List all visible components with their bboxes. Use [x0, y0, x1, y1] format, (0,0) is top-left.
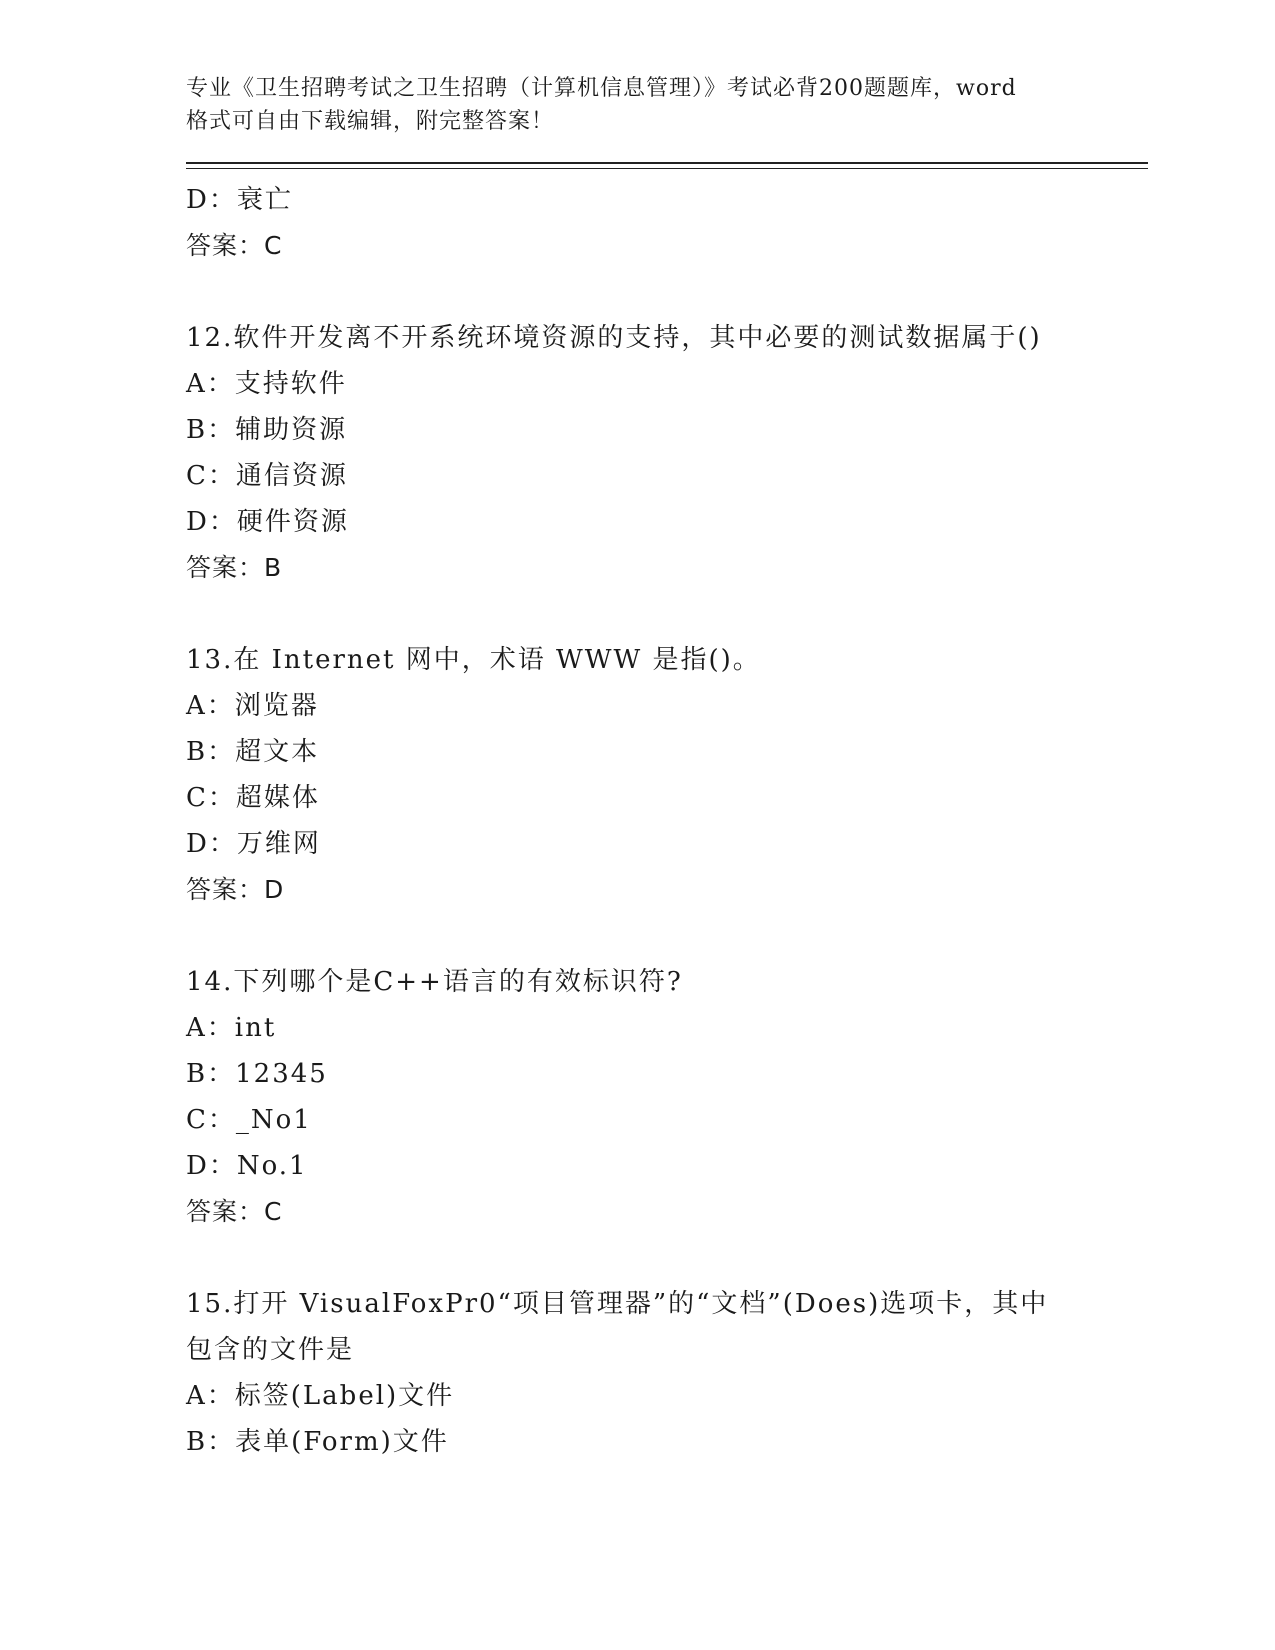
option-d: D：万维网 — [186, 829, 321, 859]
option-d: D：No.1 — [186, 1151, 308, 1181]
option-b: B：辅助资源 — [186, 415, 348, 445]
option-a: A：支持软件 — [186, 369, 347, 399]
option-a: A：浏览器 — [186, 691, 319, 721]
document-page — [186, 72, 1146, 1465]
answer-line: 答案：D — [186, 875, 285, 904]
question-13 — [186, 637, 1146, 913]
option-b: B：超文本 — [186, 737, 320, 767]
document-header — [186, 72, 1086, 138]
question-stem: 12.软件开发离不开系统环境资源的支持，其中必要的测试数据属于() — [186, 323, 1042, 353]
option-a: A：int — [186, 1013, 277, 1043]
question-12 — [186, 315, 1146, 591]
continued-question — [186, 177, 1146, 269]
question-stem: 13.在 Internet 网中，术语 WWW 是指()。 — [186, 645, 761, 675]
option-c: C：_No1 — [186, 1105, 312, 1135]
question-stem-line-1: 15.打开 VisualFoxPr0“项目管理器”的“文档”(Does)选项卡，其中 — [186, 1289, 1049, 1319]
option-d: D：硬件资源 — [186, 507, 349, 537]
option-b: B：表单(Form)文件 — [186, 1427, 449, 1457]
option-c: C：通信资源 — [186, 461, 348, 491]
header-line-2: 格式可自由下载编辑，附完整答案！ — [186, 109, 555, 134]
header-divider — [186, 162, 1148, 169]
option-c: C：超媒体 — [186, 783, 320, 813]
question-15 — [186, 1281, 1146, 1465]
question-14 — [186, 959, 1146, 1235]
option-b: B：12345 — [186, 1059, 328, 1089]
question-stem: 14.下列哪个是C++语言的有效标识符? — [186, 967, 683, 997]
question-stem-line-2: 包含的文件是 — [186, 1335, 355, 1365]
option-d: D：衰亡 — [186, 185, 293, 215]
answer-line: 答案：C — [186, 231, 283, 260]
answer-line: 答案：B — [186, 553, 283, 582]
answer-line: 答案：C — [186, 1197, 283, 1226]
header-line-1: 专业《卫生招聘考试之卫生招聘（计算机信息管理）》考试必背200题题库，word — [186, 76, 1017, 101]
option-a: A：标签(Label)文件 — [186, 1381, 455, 1411]
